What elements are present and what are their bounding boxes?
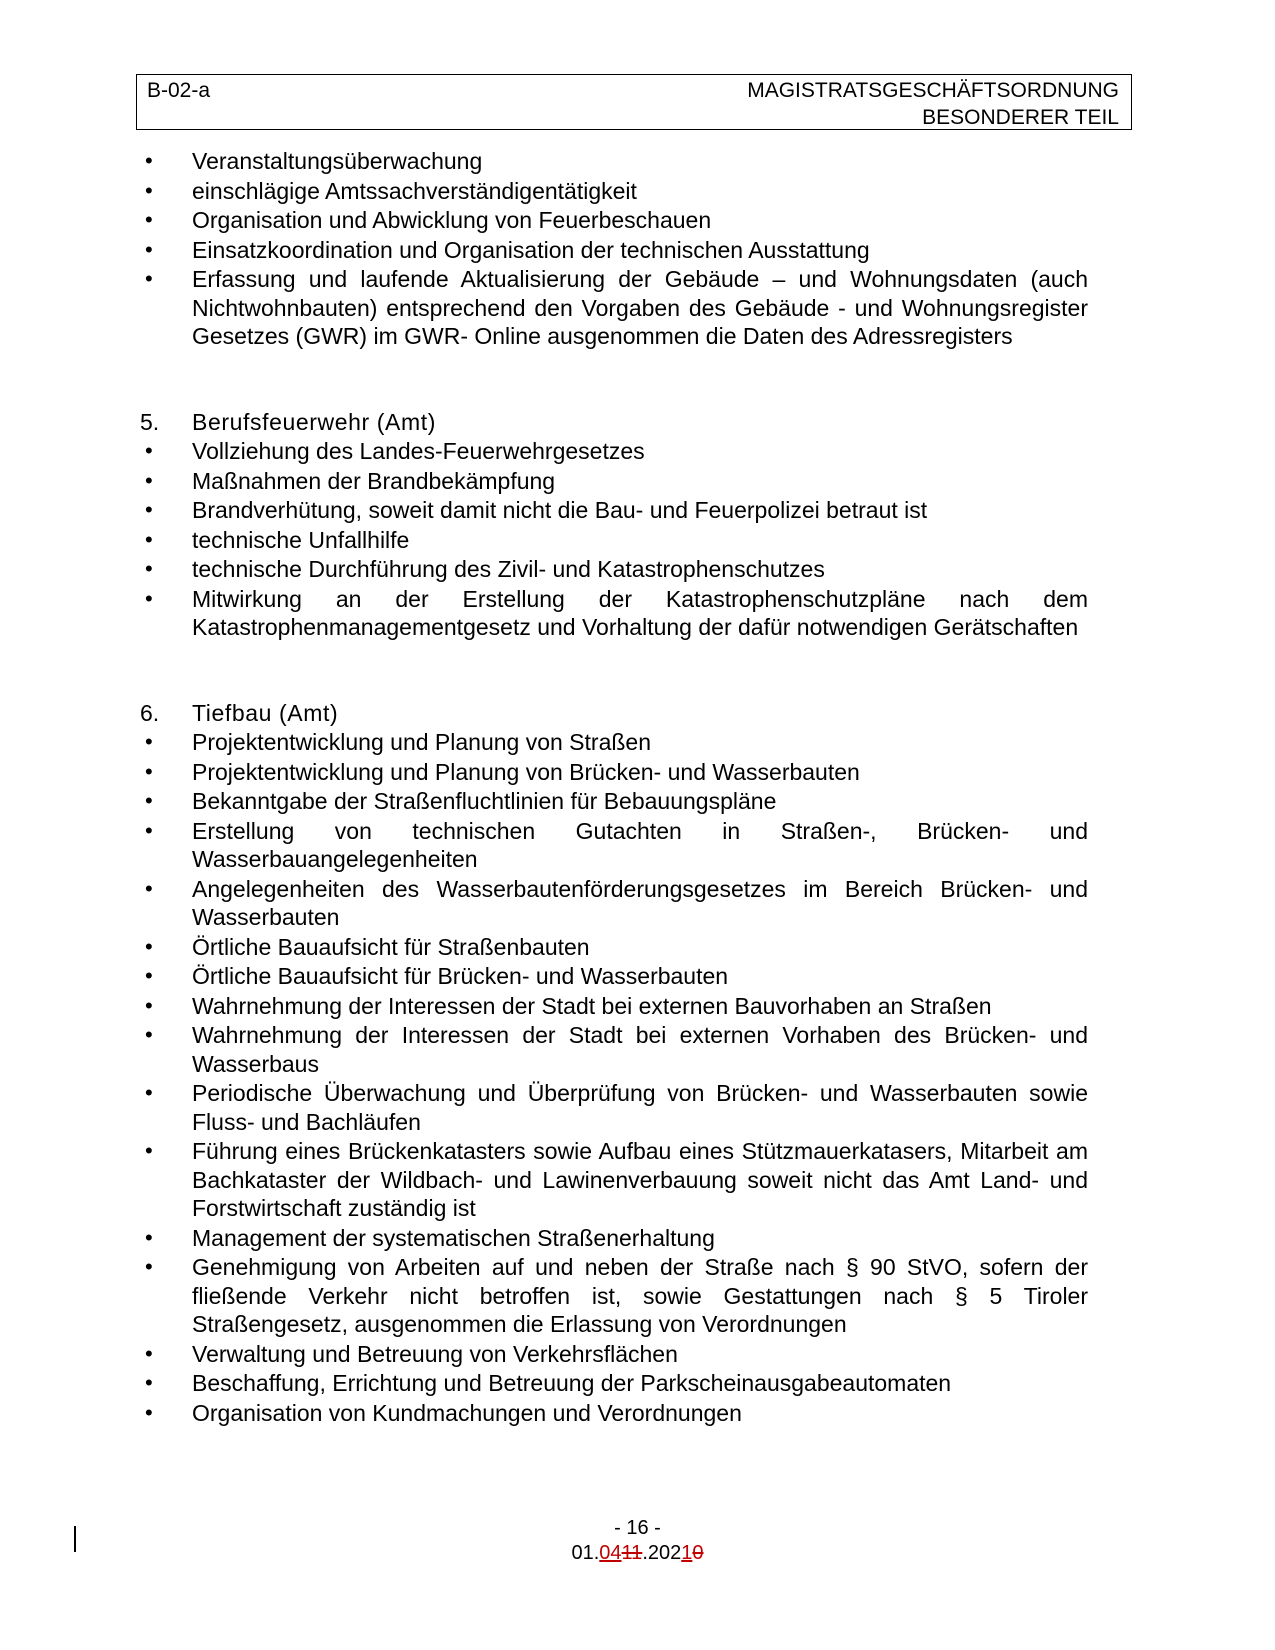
document-title	[747, 77, 1119, 131]
list-item: • Einsatzkoordination und Organisation der technischen Ausstattung	[140, 236, 1088, 265]
list-item: • Maßnahmen der Brandbekämpfung	[140, 467, 1088, 496]
document-title-line1: MAGISTRATSGESCHÄFTSORDNUNG	[747, 79, 1119, 102]
document-title-line2: BESONDERER TEIL	[922, 106, 1119, 129]
list-item: • Organisation von Kundmachungen und Verordnungen	[140, 1399, 1088, 1428]
page-header	[136, 74, 1132, 130]
list-item: • Erstellung von technischen Gutachten in Straßen-, Brücken- und Wasserbauangelegenheiten	[140, 817, 1088, 874]
page-number: - 16 -	[614, 1517, 661, 1539]
revision-date	[0, 1541, 1275, 1566]
list-item: • Örtliche Bauaufsicht für Brücken- und Wasserbauten	[140, 962, 1088, 991]
list-item: • Führung eines Brückenkatasters sowie Aufbau eines Stützmauerkatasers, Mitarbeit am Bachkataster der Wildbach- und Lawinenverbauung soweit nicht das Amt Land- und Forstwirtschaft zuständig ist	[140, 1137, 1088, 1223]
list-item: • technische Unfallhilfe	[140, 526, 1088, 555]
list-item: • Periodische Überwachung und Überprüfung von Brücken- und Wasserbauten sowie Fluss- und Bachläufen	[140, 1079, 1088, 1136]
list-item: • Veranstaltungsüberwachung	[140, 147, 1088, 176]
list-item: • Vollziehung des Landes-Feuerwehrgesetzes	[140, 437, 1088, 466]
list-item: • Genehmigung von Arbeiten auf und neben der Straße nach § 90 StVO, sofern der fließende Verkehr nicht betroffen ist, sowie Gestattungen nach § 5 Tiroler Straßengesetz, ausgenommen die Erlassung von Verordnungen	[140, 1253, 1088, 1339]
list-item: • Wahrnehmung der Interessen der Stadt bei externen Vorhaben des Brücken- und Wasserbaus	[140, 1021, 1088, 1078]
page-footer	[0, 1516, 1275, 1566]
date-month-deleted: 11	[621, 1542, 643, 1564]
date-year-deleted: 0	[692, 1542, 704, 1564]
section-6-list	[140, 728, 1088, 1427]
list-item: • Mitwirkung an der Erstellung der Katastrophenschutzpläne nach dem Katastrophenmanagementgesetz und Vorhaltung der dafür notwendigen Gerätschaften	[140, 585, 1088, 642]
list-item: • Örtliche Bauaufsicht für Straßenbauten	[140, 933, 1088, 962]
list-item: • Projektentwicklung und Planung von Brücken- und Wasserbauten	[140, 758, 1088, 787]
list-item: • technische Durchführung des Zivil- und Katastrophenschutzes	[140, 555, 1088, 584]
list-item: • Beschaffung, Errichtung und Betreuung der Parkscheinausgabeautomaten	[140, 1369, 1088, 1398]
date-year-inserted: 1	[681, 1542, 693, 1564]
document-code: B-02-a	[147, 79, 211, 102]
list-item: • Organisation und Abwicklung von Feuerbeschauen	[140, 206, 1088, 235]
list-item: • Wahrnehmung der Interessen der Stadt bei externen Bauvorhaben an Straßen	[140, 992, 1088, 1021]
list-item: • Management der systematischen Straßenerhaltung	[140, 1224, 1088, 1253]
list-item: • Projektentwicklung und Planung von Straßen	[140, 728, 1088, 757]
intro-list	[140, 147, 1088, 351]
section-title: Berufsfeuerwehr (Amt)	[192, 408, 436, 435]
spacer	[140, 352, 1088, 408]
list-item: • Angelegenheiten des Wasserbautenförderungsgesetzes im Bereich Brücken- und Wasserbauten	[140, 875, 1088, 932]
list-item: • Bekanntgabe der Straßenfluchtlinien für Bebauungspläne	[140, 787, 1088, 816]
date-year-prefix: .202	[642, 1542, 682, 1564]
section-5-list	[140, 437, 1088, 642]
spacer	[140, 643, 1088, 699]
page-content	[140, 147, 1088, 1428]
section-number: 6.	[140, 699, 160, 726]
section-6-heading	[140, 699, 1088, 728]
list-item: • Erfassung und laufende Aktualisierung der Gebäude – und Wohnungsdaten (auch Nichtwohnbauten) entsprechend den Vorgaben des Gebäude - und Wohnungsregister Gesetzes (GWR) im GWR- Online ausgenommen die Daten des Adressregisters	[140, 265, 1088, 351]
list-item: • Verwaltung und Betreuung von Verkehrsflächen	[140, 1340, 1088, 1369]
list-item: • Brandverhütung, soweit damit nicht die Bau- und Feuerpolizei betraut ist	[140, 496, 1088, 525]
list-item: • einschlägige Amtssachverständigentätigkeit	[140, 177, 1088, 206]
section-number: 5.	[140, 408, 160, 435]
section-title: Tiefbau (Amt)	[192, 699, 339, 726]
change-bar	[74, 1526, 76, 1552]
date-prefix: 01.	[571, 1542, 600, 1564]
date-month-inserted: 04	[599, 1542, 622, 1564]
section-5-heading	[140, 408, 1088, 437]
